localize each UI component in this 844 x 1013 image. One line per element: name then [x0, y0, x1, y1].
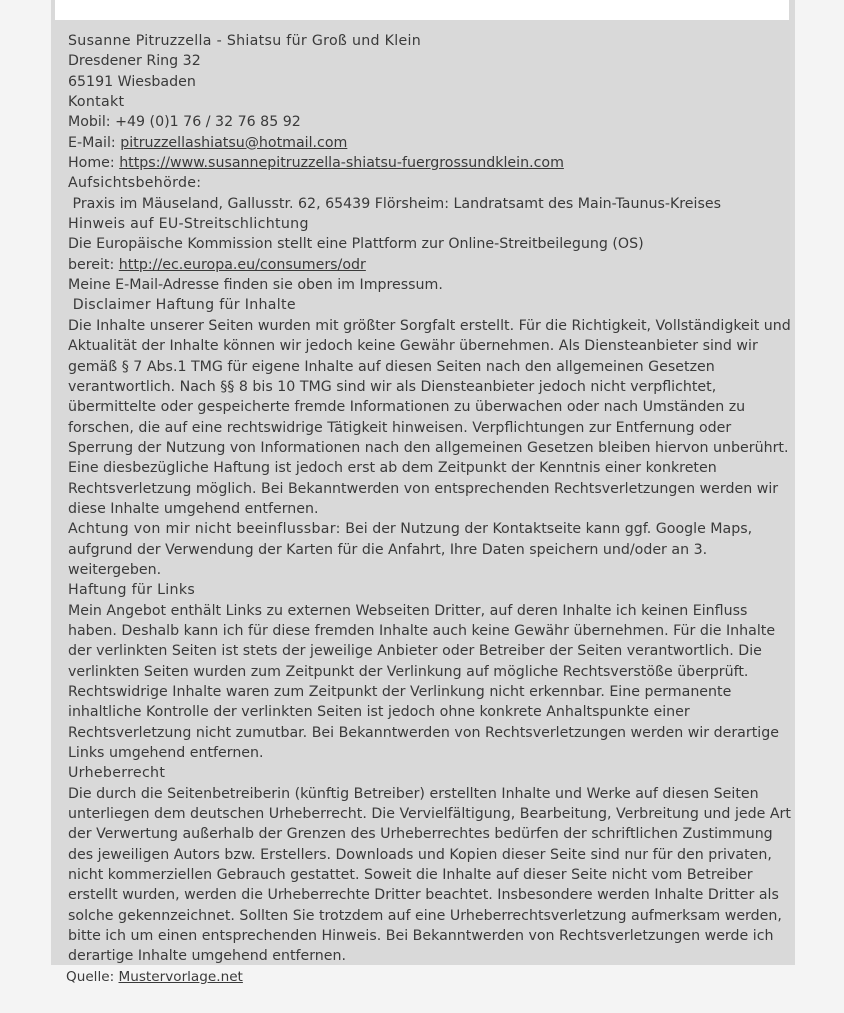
email-line [68, 133, 794, 153]
copyright-heading: Urheberrecht [68, 765, 166, 782]
links-heading: Haftung für Links [68, 582, 196, 599]
warning-paragraph [68, 519, 792, 580]
disclaimer-heading: Disclaimer Haftung für Inhalte [68, 297, 296, 314]
disclaimer-text: Die Inhalte unserer Seiten wurden mit größter Sorgfalt erstellt. Für die Richtigkeit, Vollständigkeit und Aktualität der Inhalte können wir jedoch keine Gewähr übernehmen. Als Diensteanbieter sind wir gemäß § 7 Abs.1 TMG für eigene Inhalte auf diesen Seiten nach den allgemeinen Gesetzen verantwortlich. Nach §§ 8 bis 10 TMG sind wir als Diensteanbieter jedoch nicht verpflichtet, übermittelte oder gespeicherte fremde Informationen zu überwachen oder nach Umständen zu forschen, die auf eine rechtswidrige Tätigkeit hinweisen. Verpflichtungen zur Entfernung oder Sperrung der Nutzung von Informationen nach den allgemeinen Gesetzen bleiben hiervon unberührt. Eine diesbezügliche Haftung ist jedoch erst ab dem Zeitpunkt der Kenntnis einer konkreten Rechtsverletzung möglich. Bei Bekanntwerden von entsprechenden Rechtsverletzungen werden wir diese Inhalte umgehend entfernen. [68, 317, 791, 517]
mobile-number: Mobil: +49 (0)1 76 / 32 76 85 92 [68, 114, 301, 131]
source-link[interactable]: Mustervorlage.net [118, 968, 243, 985]
email-label: E-Mail: [68, 134, 121, 151]
copyright-text: Die durch die Seitenbetreiberin (künftig Betreiber) erstellten Inhalte und Werke auf diesen Seiten unterliegen dem deutschen Urheberrecht. Die Vervielfältigung, Bearbeitung, Verbreitung und jede Art der Verwertung außerhalb der Grenzen des Urheberrechtes bedürfen der schriftlichen Zustimmung des jeweiligen Autors bzw. Erstellers. Downloads und Kopien dieser Seite sind nur für den privaten, nicht kommerziellen Gebrauch gestattet. Soweit die Inhalte auf dieser Seite nicht vom Betreiber erstellt wurden, werden die Urheberrechte Dritter beachtet. Insbesondere werden Inhalte Dritter als solche gekennzeichnet. Sollten Sie trotzdem auf eine Urheberrechtsverletzung aufmerksam werden, bitte ich um einen entsprechenden Hinweis. Bei Bekanntwerden von Rechtsverletzungen werde ich derartige Inhalte umgehend entfernen. [68, 785, 791, 965]
eu-heading: Hinweis auf EU-Streitschlichtung [68, 216, 309, 233]
links-text: Mein Angebot enthält Links zu externen Webseiten Dritter, auf deren Inhalte ich keinen Einfluss haben. Deshalb kann ich für diese fremden Inhalte auch keine Gewähr übernehmen. Für die Inhalte der verlinkten Seiten ist stets der jeweilige Anbieter oder Betreiber der Seiten verantwortlich. Die verlinkten Seiten wurden zum Zeitpunkt der Verlinkung auf mögliche Rechtsverstöße überprüft. Rechtswidrige Inhalte waren zum Zeitpunkt der Verlinkung nicht erkennbar. Eine permanente inhaltliche Kontrolle der verlinkten Seiten ist jedoch ohne konkrete Anhaltspunkte einer Rechtsverletzung nicht zumutbar. Bei Bekanntwerden von Rechtsverletzungen werden wir derartige Links umgehend entfernen. [68, 602, 779, 762]
contact-heading: Kontakt [68, 94, 125, 111]
warning-text: Bei der Nutzung der Kontaktseite kann ggf. Google Maps, aufgrund der Verwendung der Karten für die Anfahrt, Ihre Daten speichern und/oder an 3. weitergeben. [68, 521, 753, 578]
authority-heading: Aufsichtsbehörde: [68, 175, 202, 192]
business-name: Susanne Pitruzzella - Shiatsu für Groß und Klein [68, 33, 422, 49]
imprint-content [68, 31, 794, 987]
home-label: Home: [68, 155, 120, 172]
eu-text-2 [68, 255, 794, 275]
eu-text-1: Die Europäische Kommission stellt eine Plattform zur Online-Streitbeilegung (OS) [68, 236, 644, 253]
home-link[interactable]: https://www.susannepitruzzella-shiatsu-fuergrossundklein.com [119, 155, 564, 172]
street-address: Dresdener Ring 32 [68, 53, 201, 70]
eu-link-label: bereit: [68, 256, 119, 273]
authority-text: Praxis im Mäuseland, Gallusstr. 62, 65439 Flörsheim: Landratsamt des Main-Taunus-Kreises [68, 195, 721, 212]
home-line [68, 153, 794, 173]
eu-text-3: Meine E-Mail-Adresse finden sie oben im Impressum. [68, 277, 443, 294]
warning-heading: Achtung von mir nicht beeinflussbar: [68, 521, 341, 538]
city-address: 65191 Wiesbaden [68, 73, 196, 90]
source-line [66, 967, 794, 987]
source-label: Quelle: [66, 968, 119, 985]
email-link[interactable]: pitruzzellashiatsu@hotmail.com [120, 134, 348, 151]
eu-odr-link[interactable]: http://ec.europa.eu/consumers/odr [118, 256, 366, 273]
top-white-box [55, 0, 789, 20]
